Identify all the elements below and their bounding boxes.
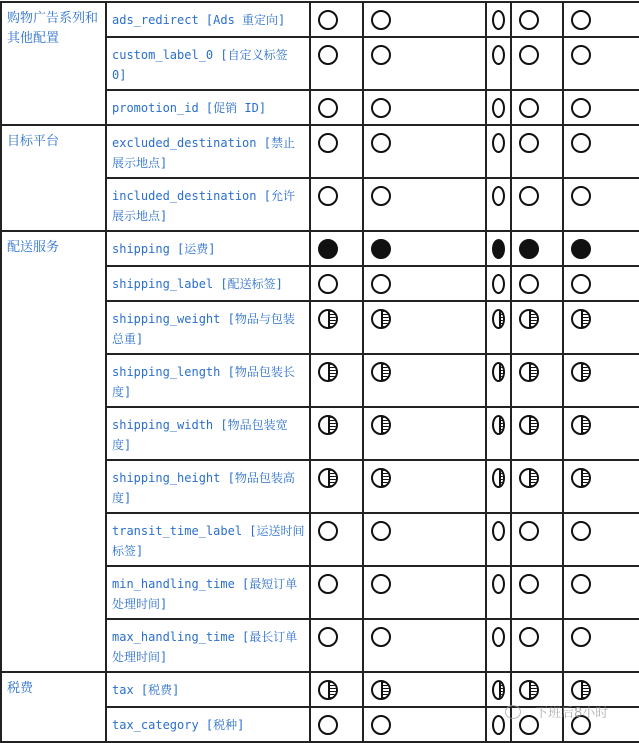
attribute-cell: custom_label_0 [自定义标签 0] <box>106 37 310 90</box>
empty-circle-icon <box>371 715 391 735</box>
half-striped-circle-icon <box>519 415 539 435</box>
empty-circle-icon <box>371 521 391 541</box>
support-cell <box>310 407 363 460</box>
empty-circle-icon <box>371 274 391 294</box>
support-cell <box>363 672 486 707</box>
support-cell <box>363 301 486 354</box>
half-striped-circle-icon <box>492 362 505 382</box>
attribute-cell: tax [税费] <box>106 672 310 707</box>
support-cell <box>511 566 563 619</box>
half-striped-circle-icon <box>371 468 391 488</box>
support-cell <box>563 231 639 266</box>
table-row <box>1 231 639 266</box>
filled-circle-icon <box>571 239 591 259</box>
table-body <box>1 2 639 742</box>
support-cell <box>486 231 511 266</box>
support-cell <box>563 566 639 619</box>
empty-circle-icon <box>519 521 539 541</box>
half-striped-circle-icon <box>318 468 338 488</box>
support-cell <box>363 37 486 90</box>
support-cell <box>511 619 563 672</box>
support-cell <box>486 407 511 460</box>
support-cell <box>363 178 486 231</box>
support-cell <box>363 619 486 672</box>
empty-circle-icon <box>519 574 539 594</box>
support-cell <box>310 125 363 178</box>
support-cell <box>511 707 563 742</box>
half-striped-circle-icon <box>519 468 539 488</box>
table-row <box>1 672 639 707</box>
half-striped-circle-icon <box>571 468 591 488</box>
support-cell <box>511 178 563 231</box>
half-striped-circle-icon <box>371 362 391 382</box>
support-cell <box>486 354 511 407</box>
support-cell <box>363 566 486 619</box>
support-cell <box>486 619 511 672</box>
support-cell <box>310 178 363 231</box>
category-cell: 目标平台 <box>1 125 106 231</box>
support-cell <box>310 513 363 566</box>
attribute-cell: shipping_length [物品包装长度] <box>106 354 310 407</box>
half-striped-circle-icon <box>571 680 591 700</box>
support-cell <box>310 2 363 37</box>
support-cell <box>486 266 511 301</box>
attribute-cell: max_handling_time [最长订单处理时间] <box>106 619 310 672</box>
empty-circle-icon <box>571 133 591 153</box>
empty-circle-icon <box>492 627 505 647</box>
half-striped-circle-icon <box>519 362 539 382</box>
empty-circle-icon <box>492 186 505 206</box>
empty-circle-icon <box>371 10 391 30</box>
table-row <box>1 2 639 37</box>
category-cell: 配送服务 <box>1 231 106 672</box>
empty-circle-icon <box>571 45 591 65</box>
support-cell <box>310 90 363 125</box>
support-cell <box>511 2 563 37</box>
support-cell <box>563 125 639 178</box>
filled-circle-icon <box>492 239 505 259</box>
attribute-cell: shipping_width [物品包装宽度] <box>106 407 310 460</box>
filled-circle-icon <box>371 239 391 259</box>
attribute-cell: shipping_weight [物品与包装总重] <box>106 301 310 354</box>
support-cell <box>363 125 486 178</box>
empty-circle-icon <box>371 98 391 118</box>
empty-circle-icon <box>519 98 539 118</box>
empty-circle-icon <box>318 186 338 206</box>
empty-circle-icon <box>318 627 338 647</box>
support-cell <box>563 407 639 460</box>
support-cell <box>563 301 639 354</box>
support-cell <box>486 707 511 742</box>
support-cell <box>511 407 563 460</box>
attribute-support-table <box>0 1 639 743</box>
table-row <box>1 125 639 178</box>
support-cell <box>363 354 486 407</box>
attribute-cell: excluded_destination [禁止展示地点] <box>106 125 310 178</box>
support-cell <box>486 513 511 566</box>
support-cell <box>511 266 563 301</box>
support-cell <box>563 266 639 301</box>
support-cell <box>563 354 639 407</box>
half-striped-circle-icon <box>571 309 591 329</box>
support-cell <box>486 460 511 513</box>
category-cell: 购物广告系列和其他配置 <box>1 2 106 125</box>
support-cell <box>486 2 511 37</box>
support-cell <box>310 672 363 707</box>
empty-circle-icon <box>492 574 505 594</box>
support-cell <box>310 37 363 90</box>
empty-circle-icon <box>492 98 505 118</box>
support-cell <box>511 354 563 407</box>
half-striped-circle-icon <box>318 415 338 435</box>
empty-circle-icon <box>371 45 391 65</box>
empty-circle-icon <box>318 133 338 153</box>
attribute-cell: tax_category [税种] <box>106 707 310 742</box>
empty-circle-icon <box>371 574 391 594</box>
support-cell <box>511 125 563 178</box>
empty-circle-icon <box>371 186 391 206</box>
support-cell <box>310 619 363 672</box>
support-cell <box>486 566 511 619</box>
empty-circle-icon <box>571 186 591 206</box>
support-cell <box>363 231 486 266</box>
empty-circle-icon <box>492 45 505 65</box>
support-cell <box>363 2 486 37</box>
empty-circle-icon <box>318 274 338 294</box>
half-striped-circle-icon <box>519 680 539 700</box>
support-cell <box>363 90 486 125</box>
half-striped-circle-icon <box>318 680 338 700</box>
support-cell <box>310 266 363 301</box>
half-striped-circle-icon <box>492 680 505 700</box>
attribute-cell: ads_redirect [Ads 重定向] <box>106 2 310 37</box>
empty-circle-icon <box>571 10 591 30</box>
support-cell <box>511 301 563 354</box>
empty-circle-icon <box>571 715 591 735</box>
support-cell <box>363 266 486 301</box>
support-cell <box>511 460 563 513</box>
support-cell <box>363 460 486 513</box>
empty-circle-icon <box>519 627 539 647</box>
support-cell <box>563 90 639 125</box>
empty-circle-icon <box>318 521 338 541</box>
empty-circle-icon <box>318 10 338 30</box>
half-striped-circle-icon <box>371 415 391 435</box>
half-striped-circle-icon <box>371 309 391 329</box>
attribute-cell: shipping_height [物品包装高度] <box>106 460 310 513</box>
half-striped-circle-icon <box>492 415 505 435</box>
support-cell <box>310 566 363 619</box>
support-cell <box>511 37 563 90</box>
support-cell <box>486 178 511 231</box>
empty-circle-icon <box>571 274 591 294</box>
empty-circle-icon <box>571 627 591 647</box>
empty-circle-icon <box>371 627 391 647</box>
empty-circle-icon <box>318 574 338 594</box>
half-striped-circle-icon <box>519 309 539 329</box>
support-cell <box>363 513 486 566</box>
support-cell <box>511 672 563 707</box>
empty-circle-icon <box>571 574 591 594</box>
half-striped-circle-icon <box>318 362 338 382</box>
half-striped-circle-icon <box>492 468 505 488</box>
half-striped-circle-icon <box>571 362 591 382</box>
support-cell <box>563 672 639 707</box>
half-striped-circle-icon <box>318 309 338 329</box>
empty-circle-icon <box>492 133 505 153</box>
half-striped-circle-icon <box>492 309 505 329</box>
watermark-text: 下班后8小时 <box>535 706 609 721</box>
empty-circle-icon <box>571 98 591 118</box>
support-cell <box>486 672 511 707</box>
support-cell <box>563 513 639 566</box>
support-cell <box>563 460 639 513</box>
empty-circle-icon <box>371 133 391 153</box>
attribute-cell: shipping_label [配送标签] <box>106 266 310 301</box>
half-striped-circle-icon <box>371 680 391 700</box>
support-cell <box>363 407 486 460</box>
support-cell <box>310 354 363 407</box>
empty-circle-icon <box>519 45 539 65</box>
empty-circle-icon <box>519 186 539 206</box>
half-striped-circle-icon <box>571 415 591 435</box>
attribute-cell: shipping [运费] <box>106 231 310 266</box>
empty-circle-icon <box>519 715 539 735</box>
empty-circle-icon <box>492 715 505 735</box>
support-cell <box>310 231 363 266</box>
support-cell <box>563 178 639 231</box>
support-cell <box>486 125 511 178</box>
support-cell <box>310 301 363 354</box>
empty-circle-icon <box>318 45 338 65</box>
support-cell <box>310 707 363 742</box>
support-cell <box>511 513 563 566</box>
support-cell <box>486 90 511 125</box>
empty-circle-icon <box>519 274 539 294</box>
support-cell <box>511 90 563 125</box>
filled-circle-icon <box>519 239 539 259</box>
attribute-cell: min_handling_time [最短订单处理时间] <box>106 566 310 619</box>
support-cell <box>511 231 563 266</box>
empty-circle-icon <box>492 274 505 294</box>
attribute-cell: included_destination [允许展示地点] <box>106 178 310 231</box>
support-cell <box>563 2 639 37</box>
empty-circle-icon <box>519 10 539 30</box>
empty-circle-icon <box>492 521 505 541</box>
support-cell <box>563 37 639 90</box>
empty-circle-icon <box>571 521 591 541</box>
attribute-cell: promotion_id [促销 ID] <box>106 90 310 125</box>
category-cell: 税费 <box>1 672 106 742</box>
support-cell <box>486 301 511 354</box>
support-cell <box>563 619 639 672</box>
support-cell <box>310 460 363 513</box>
attribute-cell: transit_time_label [运送时间标签] <box>106 513 310 566</box>
empty-circle-icon <box>492 10 505 30</box>
support-cell <box>486 37 511 90</box>
support-cell <box>363 707 486 742</box>
empty-circle-icon <box>318 715 338 735</box>
filled-circle-icon <box>318 239 338 259</box>
empty-circle-icon <box>318 98 338 118</box>
empty-circle-icon <box>519 133 539 153</box>
support-cell <box>563 707 639 742</box>
